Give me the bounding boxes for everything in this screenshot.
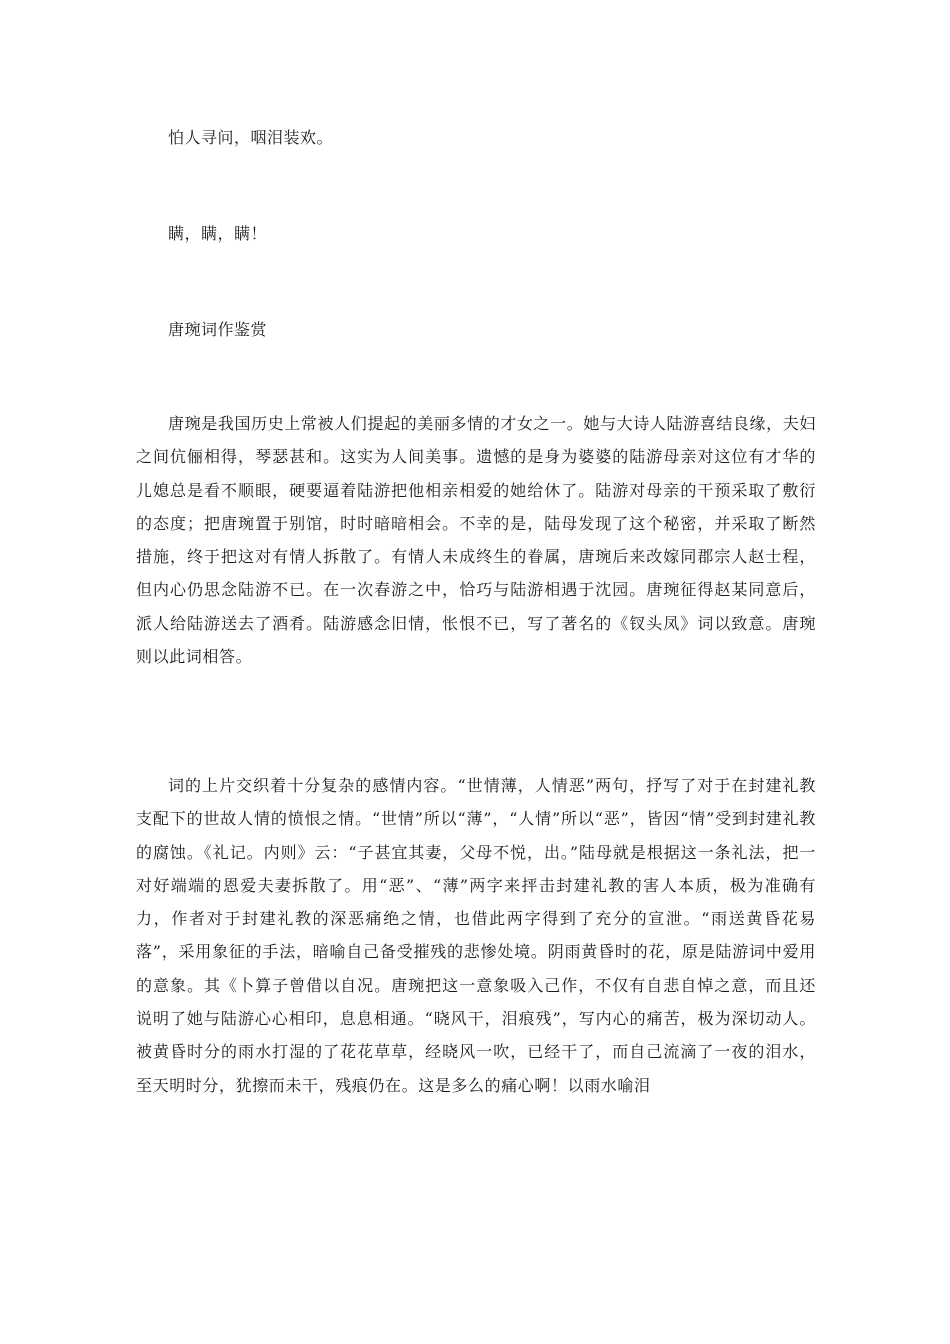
verse-line: 瞒，瞒，瞒！: [168, 224, 268, 243]
section-title: 唐琬词作鉴赏: [168, 320, 268, 339]
body-paragraph: 词的上片交织着十分复杂的感情内容。“世情薄，人情恶”两句，抒写了对于在封建礼教支配下的世故人情的愤恨之情。“世情”所以“薄”，“人情”所以“恶”，皆因“情”受到封建礼教的腐蚀。《礼记。内则》云：“子甚宜其妻，父母不悦，出。”陆母就是根据这一条礼法，把一对好端端的恩爱夫妻拆散了。用“恶”、“薄”两字来抨击封建礼教的害人本质，极为准确有力，作者对于封建礼教的深恶痛绝之情，也借此两字得到了充分的宣泄。“雨送黄昏花易落”，采用象征的手法，暗喻自己备受摧残的悲惨处境。阴雨黄昏时的花，原是陆游词中爱用的意象。其《卜算子曾借以自况。唐琬把这一意象吸入己作，不仅有自悲自悼之意，而且还说明了她与陆游心心相印，息息相通。“晓风干，泪痕残”，写内心的痛苦，极为深切动人。被黄昏时分的雨水打湿的了花花草草，经晓风一吹，已经干了，而自己流滴了一夜的泪水，至天明时分，犹擦而未干，残痕仍在。这是多么的痛心啊！以雨水喻泪: [136, 776, 816, 1095]
body-paragraph: 唐琬是我国历史上常被人们提起的美丽多情的才女之一。她与大诗人陆游喜结良缘，夫妇之间伉俪相得，琴瑟甚和。这实为人间美事。遗憾的是身为婆婆的陆游母亲对这位有才华的儿媳总是看不顺眼，硬要逼着陆游把他相亲相爱的她给休了。陆游对母亲的干预采取了敷衍的态度；把唐琬置于别馆，时时暗暗相会。不幸的是，陆母发现了这个秘密，并采取了断然措施，终于把这对有情人拆散了。有情人未成终生的眷属，唐琬后来改嫁同郡宗人赵士程，但内心仍思念陆游不已。在一次春游之中，恰巧与陆游相遇于沈园。唐琬征得赵某同意后，派人给陆游送去了酒肴。陆游感念旧情，怅恨不已，写了著名的《钗头凤》词以致意。唐琬则以此词相答。: [136, 414, 816, 667]
verse-line: 怕人寻问，咽泪装欢。: [168, 128, 334, 147]
